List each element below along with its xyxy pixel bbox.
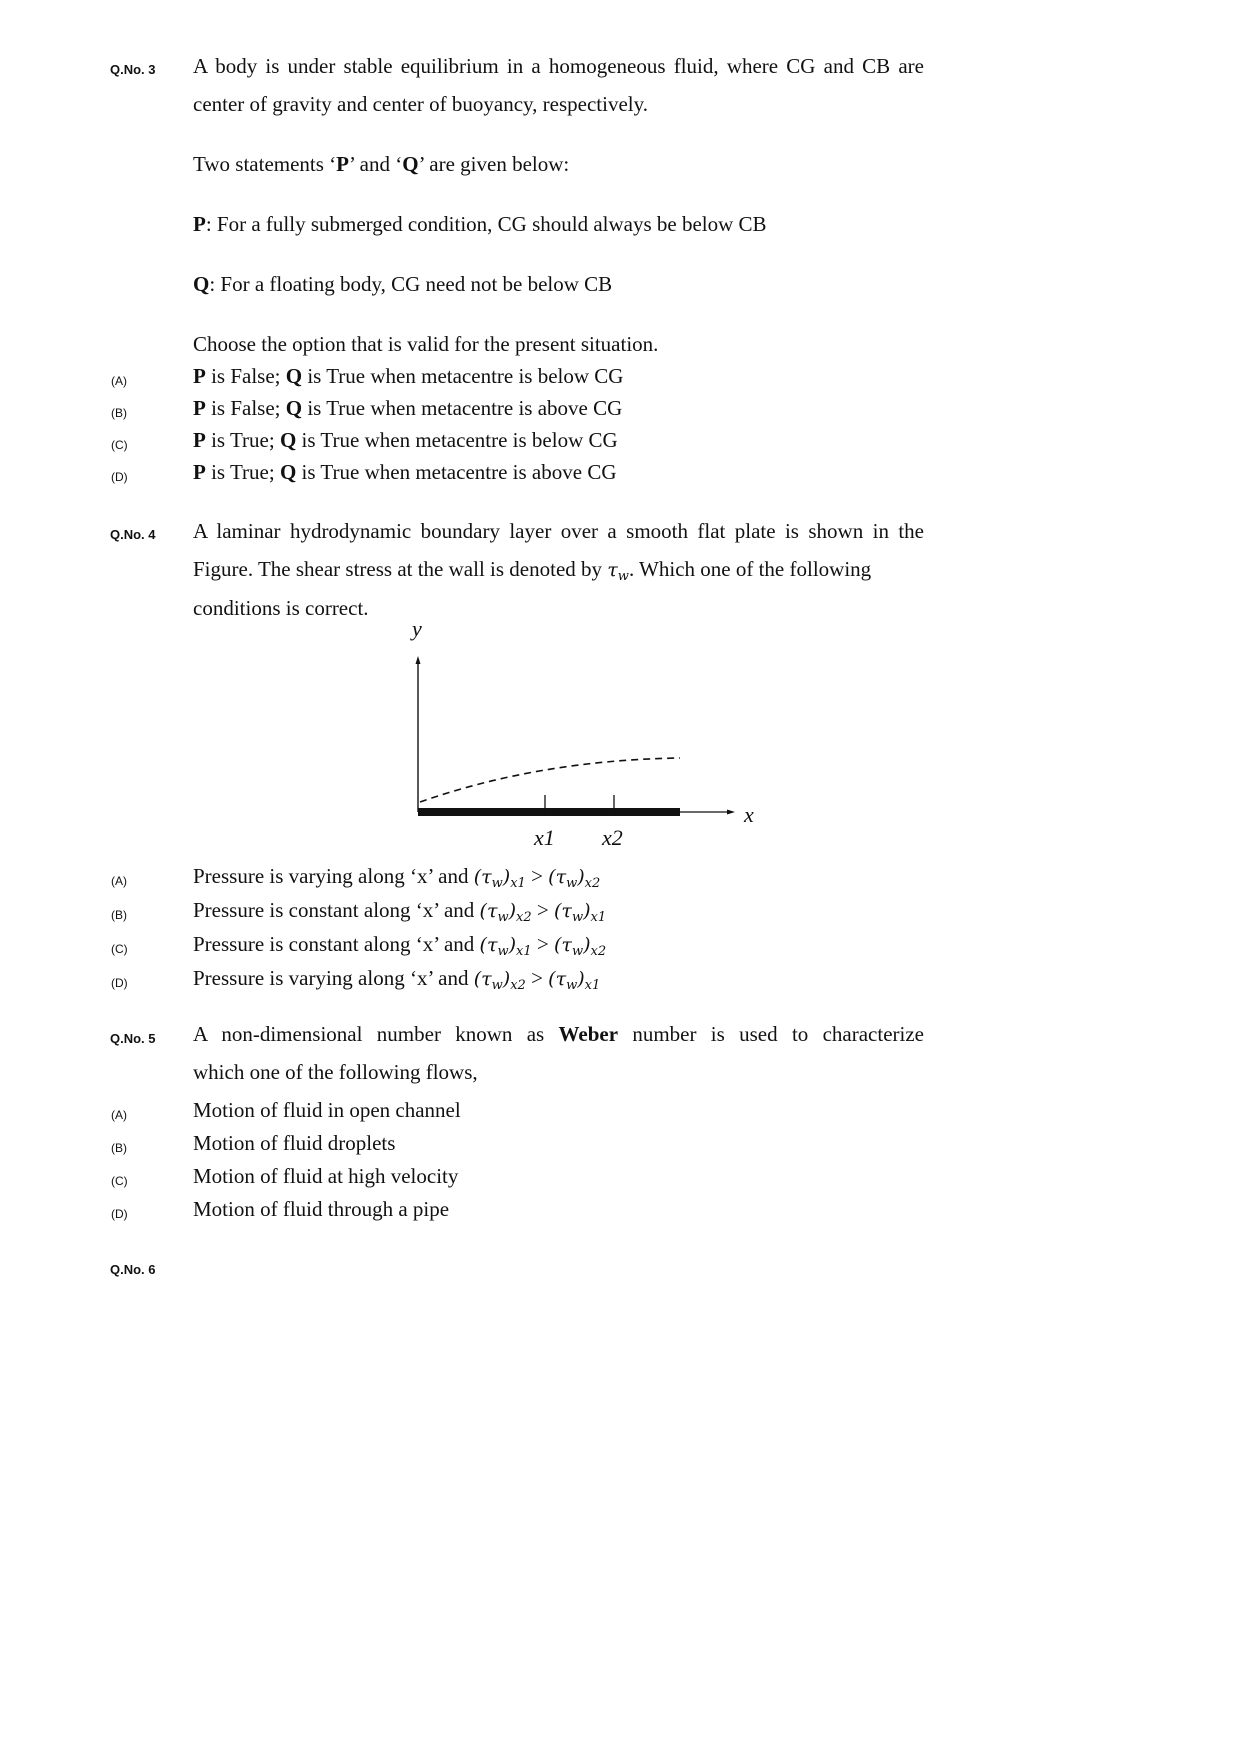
q5-option-a-letter: (A) (111, 1108, 127, 1122)
q4-option-a-letter: (A) (111, 874, 127, 888)
q5-option-b[interactable]: Motion of fluid droplets (193, 1131, 396, 1155)
q3-option-c[interactable]: P is True; Q is True when metacentre is below CG (193, 428, 618, 452)
q5-option-d[interactable]: Motion of fluid through a pipe (193, 1197, 450, 1221)
question-3-statements-intro: Two statements ‘P’ and ‘Q’ are given below: (193, 152, 570, 176)
q4-option-d-letter: (D) (111, 976, 128, 990)
q3-option-d[interactable]: P is True; Q is True when metacentre is above CG (193, 460, 617, 484)
q3-option-a[interactable]: P is False; Q is True when metacentre is below CG (193, 364, 624, 388)
boundary-layer-edge (420, 758, 680, 802)
question-6-number: Q.No. 6 (110, 1262, 156, 1277)
statement-p: P: For a fully submerged condition, CG should always be below CB (193, 212, 767, 236)
question-3-instruction: Choose the option that is valid for the present situation. (193, 332, 659, 356)
q4-option-b[interactable]: Pressure is constant along ‘x’ and $(\tau_w)_{x2} > (\tau_w)_{x1}$ (193, 898, 607, 925)
q3-option-b[interactable]: P is False; Q is True when metacentre is above CG (193, 396, 623, 420)
question-3-stem-line-2: center of gravity and center of buoyancy, respectively. (193, 92, 648, 116)
q3-option-a-letter: (A) (111, 374, 127, 388)
question-3-stem-line-1: A body is under stable equilibrium in a homogeneous fluid, where CG and CB are (193, 54, 924, 78)
question-5-number: Q.No. 5 (110, 1031, 156, 1046)
question-4-stem-line-2: Figure. The shear stress at the wall is denoted by $\tau_w$. Which one of the following (193, 557, 872, 584)
q4-option-a[interactable]: Pressure is varying along ‘x’ and $(\tau_w)_{x1} > (\tau_w)_{x2}$ (193, 864, 601, 891)
q3-option-b-letter: (B) (111, 406, 127, 420)
q3-option-c-letter: (C) (111, 438, 128, 452)
q5-option-c[interactable]: Motion of fluid at high velocity (193, 1164, 459, 1188)
q4-option-c[interactable]: Pressure is constant along ‘x’ and $(\tau_w)_{x1} > (\tau_w)_{x2}$ (193, 932, 607, 959)
question-5-stem-line-2: which one of the following flows, (193, 1060, 478, 1084)
flat-plate (418, 808, 680, 816)
question-3-number: Q.No. 3 (110, 62, 156, 77)
q4-option-c-letter: (C) (111, 942, 128, 956)
question-4-stem-line-1: A laminar hydrodynamic boundary layer over a smooth flat plate is shown in the (193, 519, 924, 543)
y-axis-arrow (416, 656, 421, 664)
q5-option-c-letter: (C) (111, 1174, 128, 1188)
statement-q: Q: For a floating body, CG need not be below CB (193, 272, 613, 296)
q3-option-d-letter: (D) (111, 470, 128, 484)
boundary-layer-figure (380, 612, 780, 852)
x-axis-label: x (744, 802, 754, 827)
tick-x2-label: x2 (602, 825, 623, 850)
tick-x1-label: x1 (534, 825, 555, 850)
q5-option-d-letter: (D) (111, 1207, 128, 1221)
question-5-stem-line-1: A non-dimensional number known as Weber number is used to characterize (193, 1022, 924, 1046)
q5-option-b-letter: (B) (111, 1141, 127, 1155)
question-4-stem-line-3: conditions is correct. (193, 596, 369, 620)
q4-option-b-letter: (B) (111, 908, 127, 922)
q5-option-a[interactable]: Motion of fluid in open channel (193, 1098, 461, 1122)
question-4-number: Q.No. 4 (110, 527, 156, 542)
y-axis-label: y (412, 616, 422, 641)
q4-option-d[interactable]: Pressure is varying along ‘x’ and $(\tau_w)_{x2} > (\tau_w)_{x1}$ (193, 966, 601, 993)
x-axis-arrow (727, 810, 735, 815)
